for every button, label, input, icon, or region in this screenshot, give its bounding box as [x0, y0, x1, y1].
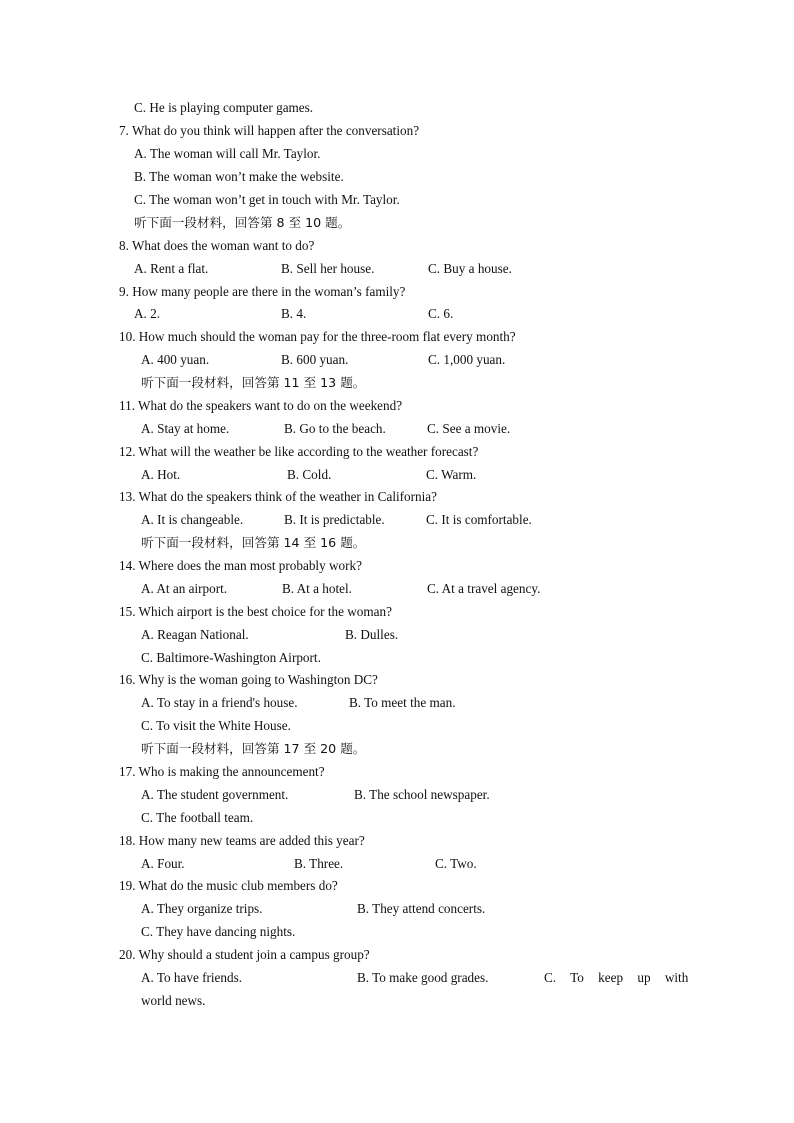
q15-option-a: A. Reagan National.	[141, 627, 249, 642]
q17-option-c: C. The football team.	[141, 810, 254, 825]
q7-option-b: B. The woman won’t make the website.	[134, 169, 344, 184]
q9-option-c: C. 6.	[428, 306, 454, 321]
q10-question: 10. How much should the woman pay for the three-room flat every month?	[119, 329, 516, 344]
q7-option-a: A. The woman will call Mr. Taylor.	[134, 146, 321, 161]
q16-question: 16. Why is the woman going to Washington DC?	[119, 672, 378, 687]
q13-option-c: C. It is comfortable.	[426, 512, 532, 527]
q6-option-c: C. He is playing computer games.	[134, 100, 314, 115]
q13-option-a: A. It is changeable.	[141, 512, 244, 527]
q18-option-b: B. Three.	[294, 856, 344, 871]
q14-option-b: B. At a hotel.	[282, 581, 352, 596]
section-instruction-4: 听下面一段材料，回答第 17 至 20 题。	[141, 741, 366, 756]
q11-option-c: C. See a movie.	[427, 421, 511, 436]
q12-question: 12. What will the weather be like according to the weather forecast?	[119, 444, 479, 459]
q8-option-c: C. Buy a house.	[428, 261, 512, 276]
q18-option-a: A. Four.	[141, 856, 185, 871]
q19-option-a: A. They organize trips.	[141, 901, 263, 916]
q12-option-a: A. Hot.	[141, 467, 181, 482]
section-instruction-1: 听下面一段材料，回答第 8 至 10 题。	[134, 215, 351, 230]
q12-option-b: B. Cold.	[287, 467, 332, 482]
q7-option-c: C. The woman won’t get in touch with Mr. Taylor.	[134, 192, 400, 207]
q15-question: 15. Which airport is the best choice for the woman?	[119, 604, 392, 619]
q10-option-a: A. 400 yuan.	[141, 352, 210, 367]
q20-option-b: B. To make good grades.	[357, 970, 489, 985]
q14-question: 14. Where does the man most probably work?	[119, 558, 362, 573]
q14-option-a: A. At an airport.	[141, 581, 228, 596]
q10-option-b: B. 600 yuan.	[281, 352, 349, 367]
q20-option-c: C. To keep up with	[544, 970, 689, 985]
q16-option-a: A. To stay in a friend's house.	[141, 695, 298, 710]
q18-question: 18. How many new teams are added this year?	[119, 833, 365, 848]
q18-option-c: C. Two.	[435, 856, 477, 871]
q13-question: 13. What do the speakers think of the weather in California?	[119, 489, 437, 504]
q8-option-b: B. Sell her house.	[281, 261, 375, 276]
q16-option-b: B. To meet the man.	[349, 695, 456, 710]
q20-question: 20. Why should a student join a campus group?	[119, 947, 370, 962]
q14-option-c: C. At a travel agency.	[427, 581, 541, 596]
q9-option-a: A. 2.	[134, 306, 161, 321]
q17-option-a: A. The student government.	[141, 787, 289, 802]
q17-question: 17. Who is making the announcement?	[119, 764, 325, 779]
q20-option-a: A. To have friends.	[141, 970, 243, 985]
q11-option-b: B. Go to the beach.	[284, 421, 386, 436]
q11-question: 11. What do the speakers want to do on the weekend?	[119, 398, 403, 413]
q17-option-b: B. The school newspaper.	[354, 787, 490, 802]
q8-question: 8. What does the woman want to do?	[119, 238, 315, 253]
q10-option-c: C. 1,000 yuan.	[428, 352, 506, 367]
q19-option-b: B. They attend concerts.	[357, 901, 486, 916]
q11-option-a: A. Stay at home.	[141, 421, 230, 436]
q12-option-c: C. Warm.	[426, 467, 477, 482]
q19-option-c: C. They have dancing nights.	[141, 924, 296, 939]
q9-question: 9. How many people are there in the woman’s family?	[119, 284, 406, 299]
q8-option-a: A. Rent a flat.	[134, 261, 209, 276]
q7-question: 7. What do you think will happen after the conversation?	[119, 123, 420, 138]
q16-option-c: C. To visit the White House.	[141, 718, 291, 733]
q20-option-c-continued: world news.	[141, 993, 206, 1008]
section-instruction-2: 听下面一段材料，回答第 11 至 13 题。	[141, 375, 366, 390]
q15-option-b: B. Dulles.	[345, 627, 399, 642]
q19-question: 19. What do the music club members do?	[119, 878, 338, 893]
q13-option-b: B. It is predictable.	[284, 512, 385, 527]
q15-option-c: C. Baltimore-Washington Airport.	[141, 650, 321, 665]
q9-option-b: B. 4.	[281, 306, 307, 321]
section-instruction-3: 听下面一段材料，回答第 14 至 16 题。	[141, 535, 366, 550]
